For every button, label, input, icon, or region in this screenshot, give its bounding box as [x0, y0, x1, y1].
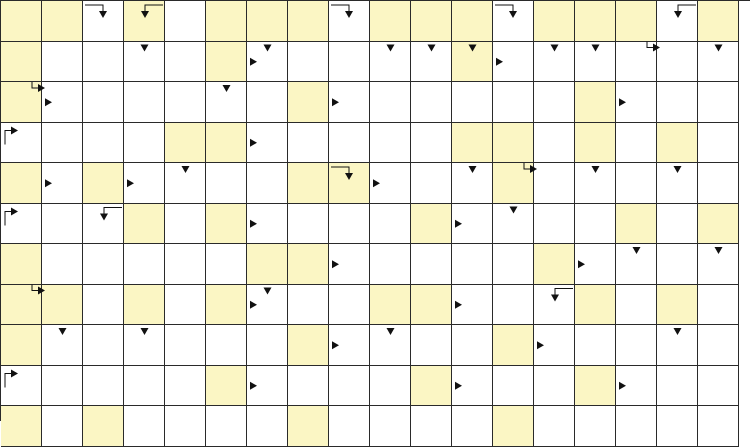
answer-cell[interactable]	[411, 406, 452, 447]
answer-cell[interactable]	[247, 285, 288, 326]
answer-cell[interactable]	[329, 82, 370, 123]
answer-cell[interactable]	[411, 325, 452, 366]
answer-cell[interactable]	[329, 366, 370, 407]
answer-cell[interactable]	[534, 285, 575, 326]
answer-cell[interactable]	[165, 366, 206, 407]
clue-cell	[1, 1, 42, 42]
clue-cell	[206, 285, 247, 326]
answer-cell[interactable]	[42, 163, 83, 204]
answer-cell[interactable]	[698, 163, 739, 204]
answer-cell[interactable]	[534, 82, 575, 123]
answer-cell[interactable]	[206, 325, 247, 366]
answer-cell[interactable]	[247, 42, 288, 83]
clue-cell	[165, 123, 206, 164]
clue-cell	[411, 366, 452, 407]
clue-cell	[452, 1, 493, 42]
answer-cell[interactable]	[329, 285, 370, 326]
answer-cell[interactable]	[493, 204, 534, 245]
answer-cell[interactable]	[411, 123, 452, 164]
answer-cell[interactable]	[42, 42, 83, 83]
answer-cell[interactable]	[124, 366, 165, 407]
clue-cell	[493, 406, 534, 447]
clue-cell	[575, 82, 616, 123]
answer-cell[interactable]	[329, 406, 370, 447]
clue-cell	[124, 285, 165, 326]
answer-cell[interactable]	[370, 244, 411, 285]
clue-cell	[83, 406, 124, 447]
clue-cell	[288, 244, 329, 285]
answer-cell[interactable]	[288, 285, 329, 326]
answer-cell[interactable]	[165, 325, 206, 366]
clue-cell	[1, 285, 42, 326]
answer-cell[interactable]	[288, 123, 329, 164]
answer-cell[interactable]	[329, 204, 370, 245]
answer-cell[interactable]	[124, 42, 165, 83]
answer-cell[interactable]	[42, 325, 83, 366]
clue-cell	[329, 163, 370, 204]
answer-cell[interactable]	[83, 1, 124, 42]
answer-cell[interactable]	[370, 82, 411, 123]
answer-cell[interactable]	[616, 163, 657, 204]
answer-cell[interactable]	[698, 406, 739, 447]
clue-cell	[657, 123, 698, 164]
answer-cell[interactable]	[493, 42, 534, 83]
answer-cell[interactable]	[616, 82, 657, 123]
clue-cell	[1, 42, 42, 83]
answer-cell[interactable]	[165, 406, 206, 447]
answer-cell[interactable]	[657, 366, 698, 407]
answer-cell[interactable]	[370, 42, 411, 83]
answer-cell[interactable]	[575, 163, 616, 204]
answer-cell[interactable]	[42, 406, 83, 447]
answer-cell[interactable]	[534, 204, 575, 245]
clue-cell	[452, 42, 493, 83]
answer-cell[interactable]	[247, 366, 288, 407]
answer-cell[interactable]	[247, 82, 288, 123]
answer-cell[interactable]	[698, 42, 739, 83]
answer-cell[interactable]	[452, 366, 493, 407]
clue-cell	[370, 285, 411, 326]
clue-cell	[288, 1, 329, 42]
answer-cell[interactable]	[165, 163, 206, 204]
clue-cell	[575, 1, 616, 42]
answer-cell[interactable]	[698, 285, 739, 326]
answer-cell[interactable]	[698, 366, 739, 407]
answer-cell[interactable]	[329, 1, 370, 42]
answer-cell[interactable]	[698, 123, 739, 164]
answer-cell[interactable]	[493, 366, 534, 407]
answer-cell[interactable]	[370, 123, 411, 164]
answer-cell[interactable]	[534, 366, 575, 407]
answer-cell[interactable]	[42, 204, 83, 245]
clue-cell	[1, 163, 42, 204]
answer-cell[interactable]	[206, 82, 247, 123]
answer-cell[interactable]	[247, 406, 288, 447]
answer-cell[interactable]	[124, 406, 165, 447]
answer-cell[interactable]	[411, 163, 452, 204]
answer-cell[interactable]	[452, 406, 493, 447]
answer-cell[interactable]	[370, 325, 411, 366]
answer-cell[interactable]	[42, 244, 83, 285]
answer-cell[interactable]	[575, 325, 616, 366]
answer-cell[interactable]	[124, 325, 165, 366]
answer-cell[interactable]	[370, 163, 411, 204]
answer-cell[interactable]	[657, 163, 698, 204]
clue-cell	[370, 1, 411, 42]
clue-cell	[42, 1, 83, 42]
clue-cell	[493, 325, 534, 366]
answer-cell[interactable]	[329, 325, 370, 366]
answer-cell[interactable]	[83, 123, 124, 164]
answer-cell[interactable]	[370, 204, 411, 245]
clue-cell	[206, 42, 247, 83]
answer-cell[interactable]	[575, 406, 616, 447]
answer-cell[interactable]	[452, 285, 493, 326]
answer-cell[interactable]	[206, 244, 247, 285]
answer-cell[interactable]	[206, 406, 247, 447]
answer-cell[interactable]	[534, 123, 575, 164]
clue-cell	[1, 325, 42, 366]
answer-cell[interactable]	[83, 366, 124, 407]
answer-cell[interactable]	[206, 163, 247, 204]
answer-cell[interactable]	[411, 244, 452, 285]
answer-cell[interactable]	[83, 325, 124, 366]
clue-cell	[411, 285, 452, 326]
clue-cell	[452, 123, 493, 164]
answer-cell[interactable]	[124, 123, 165, 164]
answer-cell[interactable]	[247, 325, 288, 366]
clue-cell	[124, 1, 165, 42]
answer-cell[interactable]	[165, 82, 206, 123]
answer-cell[interactable]	[616, 406, 657, 447]
clue-cell	[698, 204, 739, 245]
clue-cell	[1, 82, 42, 123]
clue-cell	[288, 325, 329, 366]
clue-cell	[206, 366, 247, 407]
clue-cell	[698, 1, 739, 42]
answer-cell[interactable]	[165, 285, 206, 326]
answer-cell[interactable]	[657, 82, 698, 123]
answer-cell[interactable]	[1, 366, 42, 407]
answer-cell[interactable]	[616, 244, 657, 285]
answer-cell[interactable]	[575, 204, 616, 245]
answer-cell[interactable]	[616, 285, 657, 326]
clue-cell	[411, 1, 452, 42]
answer-cell[interactable]	[329, 42, 370, 83]
clue-cell	[1, 406, 42, 447]
clue-cell	[575, 285, 616, 326]
clue-cell	[534, 1, 575, 42]
clue-cell	[247, 1, 288, 42]
answer-cell[interactable]	[124, 82, 165, 123]
answer-cell[interactable]	[1, 204, 42, 245]
answer-cell[interactable]	[329, 244, 370, 285]
clue-cell	[534, 244, 575, 285]
answer-cell[interactable]	[616, 123, 657, 164]
clue-cell	[247, 244, 288, 285]
answer-cell[interactable]	[165, 1, 206, 42]
answer-cell[interactable]	[42, 366, 83, 407]
answer-cell[interactable]	[534, 163, 575, 204]
answer-cell[interactable]	[411, 82, 452, 123]
answer-cell[interactable]	[42, 82, 83, 123]
answer-cell[interactable]	[288, 42, 329, 83]
clue-cell	[616, 204, 657, 245]
answer-cell[interactable]	[493, 244, 534, 285]
answer-cell[interactable]	[452, 244, 493, 285]
clue-cell	[288, 82, 329, 123]
answer-cell[interactable]	[493, 1, 534, 42]
answer-cell[interactable]	[534, 325, 575, 366]
answer-cell[interactable]	[83, 244, 124, 285]
answer-cell[interactable]	[247, 163, 288, 204]
answer-cell[interactable]	[657, 244, 698, 285]
answer-cell[interactable]	[370, 366, 411, 407]
clue-cell	[206, 204, 247, 245]
answer-cell[interactable]	[657, 204, 698, 245]
answer-cell[interactable]	[698, 82, 739, 123]
clue-cell	[206, 123, 247, 164]
answer-cell[interactable]	[83, 42, 124, 83]
answer-cell[interactable]	[493, 285, 534, 326]
clue-cell	[616, 1, 657, 42]
clue-cell	[206, 1, 247, 42]
answer-cell[interactable]	[452, 82, 493, 123]
clue-cell	[657, 285, 698, 326]
answer-cell[interactable]	[657, 325, 698, 366]
answer-cell[interactable]	[165, 244, 206, 285]
answer-cell[interactable]	[124, 244, 165, 285]
clue-cell	[575, 123, 616, 164]
answer-cell[interactable]	[42, 123, 83, 164]
answer-cell[interactable]	[452, 325, 493, 366]
answer-cell[interactable]	[247, 204, 288, 245]
clue-cell	[124, 204, 165, 245]
clue-cell	[83, 163, 124, 204]
answer-cell[interactable]	[657, 1, 698, 42]
answer-cell[interactable]	[165, 42, 206, 83]
answer-cell[interactable]	[1, 123, 42, 164]
clue-cell	[493, 123, 534, 164]
answer-cell[interactable]	[698, 244, 739, 285]
clue-cell	[575, 366, 616, 407]
answer-cell[interactable]	[493, 82, 534, 123]
clue-cell	[42, 285, 83, 326]
answer-cell[interactable]	[616, 325, 657, 366]
clue-cell	[288, 406, 329, 447]
answer-cell[interactable]	[534, 42, 575, 83]
answer-cell[interactable]	[247, 123, 288, 164]
answer-cell[interactable]	[288, 366, 329, 407]
answer-cell[interactable]	[452, 204, 493, 245]
answer-cell[interactable]	[124, 163, 165, 204]
answer-cell[interactable]	[288, 204, 329, 245]
answer-cell[interactable]	[83, 82, 124, 123]
answer-cell[interactable]	[411, 42, 452, 83]
clue-cell	[411, 204, 452, 245]
answer-cell[interactable]	[657, 406, 698, 447]
clue-cell	[493, 163, 534, 204]
answer-cell[interactable]	[575, 244, 616, 285]
answer-cell[interactable]	[616, 366, 657, 407]
answer-cell[interactable]	[698, 325, 739, 366]
clue-cell	[288, 163, 329, 204]
answer-cell[interactable]	[329, 123, 370, 164]
clue-cell	[1, 244, 42, 285]
answer-cell[interactable]	[370, 406, 411, 447]
answer-cell[interactable]	[616, 42, 657, 83]
answer-cell[interactable]	[83, 285, 124, 326]
answer-cell[interactable]	[534, 406, 575, 447]
answer-cell[interactable]	[657, 42, 698, 83]
answer-cell[interactable]	[83, 204, 124, 245]
answer-cell[interactable]	[575, 42, 616, 83]
answer-cell[interactable]	[452, 163, 493, 204]
answer-cell[interactable]	[165, 204, 206, 245]
